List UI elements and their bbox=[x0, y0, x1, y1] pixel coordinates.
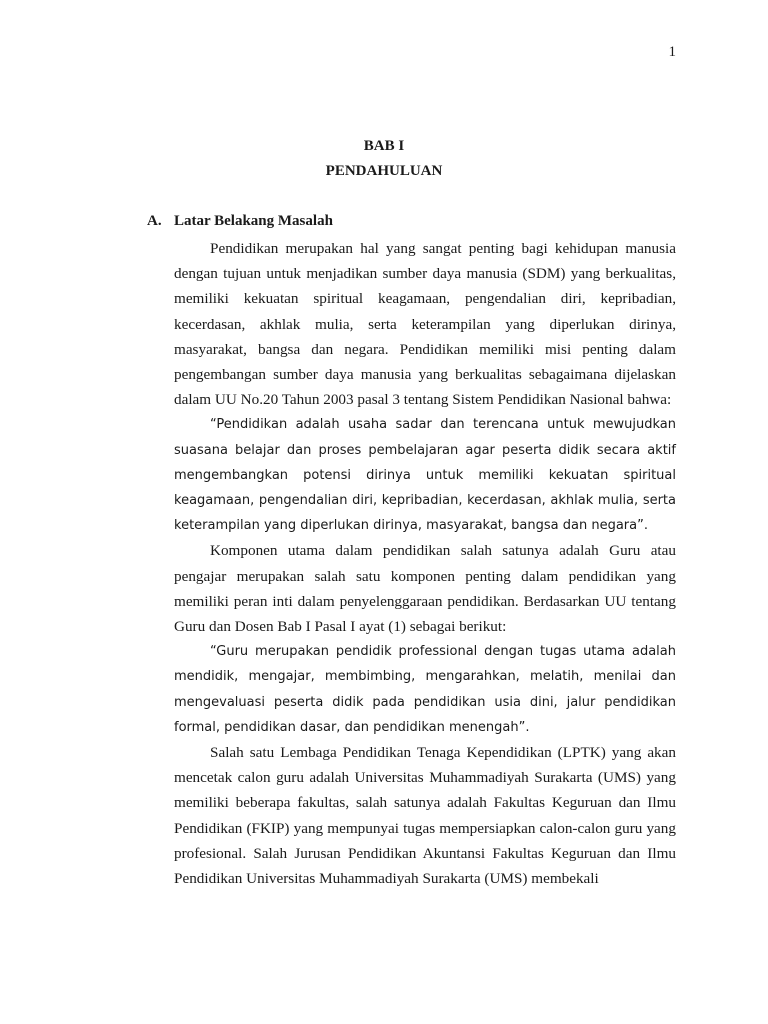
chapter-title: PENDAHULUAN bbox=[325, 163, 443, 179]
section-title: Latar Belakang Masalah bbox=[174, 213, 333, 229]
section-heading bbox=[147, 213, 333, 230]
paragraph-intro: Pendidikan merupakan hal yang sangat penting bagi kehidupan manusia dengan tujuan untuk menjadikan sumber daya manusia (SDM) yang berkualitas, memiliki kekuatan spiritual keagamaan, pengendalian diri, kepribadian, kecerdasan, akhlak mulia, serta keterampilan yang diperlukan dirinya, masyarakat, bangsa dan negara. Pendidikan memiliki misi penting dalam pengembangan sumber daya manusia yang berkualitas sebagaimana dijelaskan dalam UU No.20 Tahun 2003 pasal 3 tentang Sistem Pendidikan Nasional bahwa: bbox=[174, 240, 676, 409]
quote-uu-guru-dosen: “Guru merupakan pendidik professional dengan tugas utama adalah mendidik, mengajar, membimbing, mengarahkan, melatih, menilai dan mengevaluasi peserta didik pada pendidikan usia dini, jalur pendidikan formal, pendidikan dasar, dan pendidikan menengah”. bbox=[174, 644, 676, 735]
section-letter: A. bbox=[147, 213, 162, 229]
chapter-label: BAB I bbox=[363, 138, 405, 154]
paragraph-lptk: Salah satu Lembaga Pendidikan Tenaga Kependidikan (LPTK) yang akan mencetak calon guru adalah Universitas Muhammadiyah Surakarta (UMS) yang memiliki beberapa fakultas, salah satunya adalah Fakultas Keguruan dan Ilmu Pendidikan (FKIP) yang mempunyai tugas mempersiapkan calon-calon guru yang profesional. Salah Jurusan Pendidikan Akuntansi Fakultas Keguruan dan Ilmu Pendidikan Universitas Muhammadiyah Surakarta (UMS) membekali bbox=[174, 744, 676, 888]
paragraph-guru: Komponen utama dalam pendidikan salah satunya adalah Guru atau pengajar merupakan salah satu komponen penting dalam pendidikan yang memiliki peran inti dalam penyelenggaraan pendidikan. Berdasarkan UU tentang Guru dan Dosen Bab I Pasal I ayat (1) sebagai berikut: bbox=[174, 542, 676, 636]
quote-uu-sisdiknas: “Pendidikan adalah usaha sadar dan terencana untuk mewujudkan suasana belajar dan proses pembelajaran agar peserta didik secara aktif mengembangkan potensi dirinya untuk memiliki kekuatan spiritual keagamaan, pengendalian diri, kepribadian, kecerdasan, akhlak mulia, serta keterampilan yang diperlukan dirinya, masyarakat, bangsa dan negara”. bbox=[174, 417, 676, 534]
page-number: 1 bbox=[668, 44, 676, 60]
body-text bbox=[174, 236, 676, 891]
